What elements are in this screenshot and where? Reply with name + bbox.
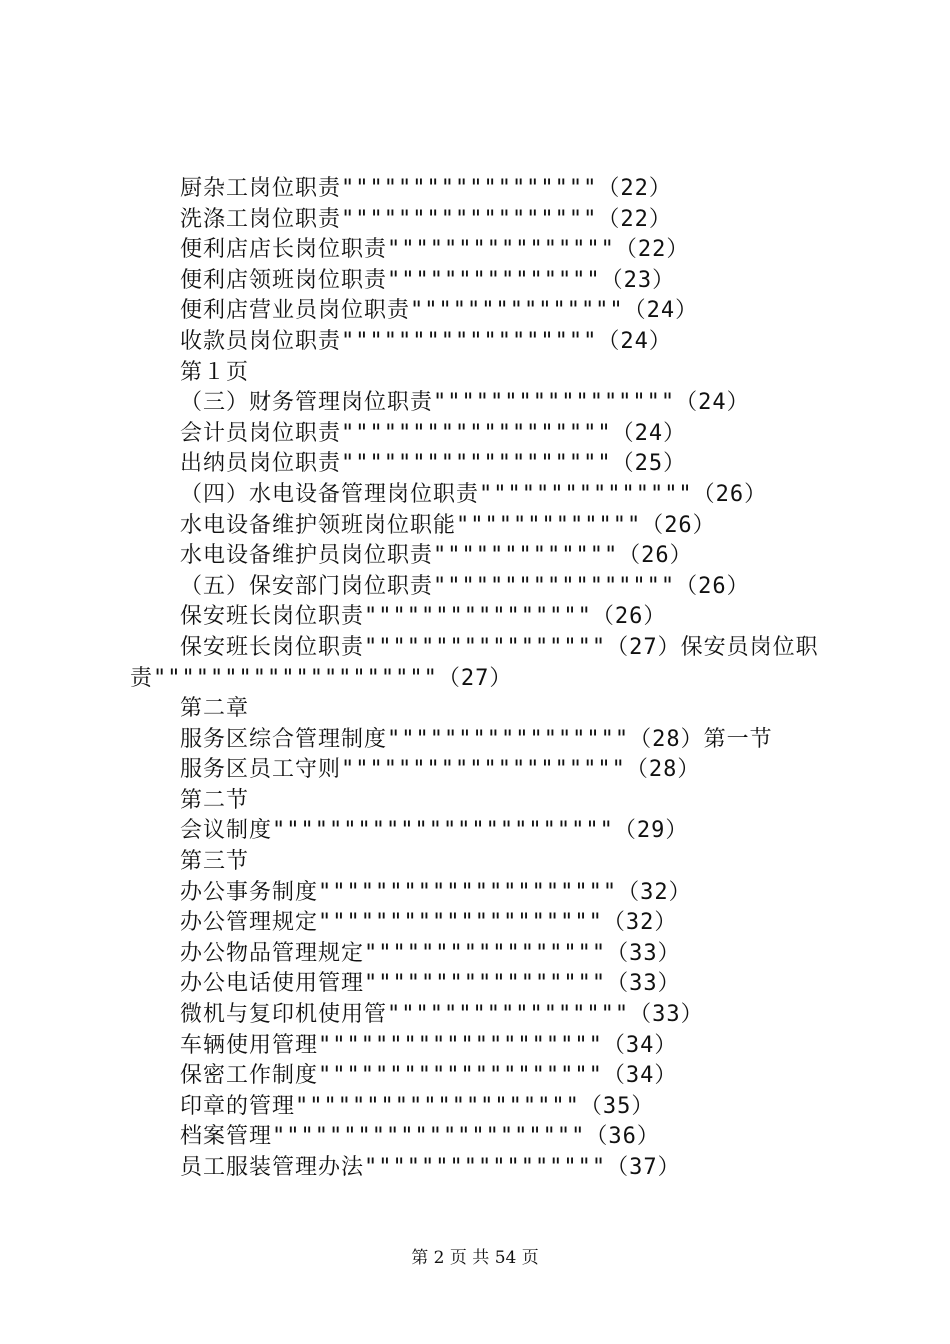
- toc-line: 便利店店长岗位职责""""""""""""""""（22）: [180, 237, 690, 263]
- toc-line: 印章的管理""""""""""""""""""""（35）: [180, 1093, 655, 1119]
- toc-line: 责""""""""""""""""""""（27）: [130, 665, 513, 691]
- toc-line: 保安班长岗位职责"""""""""""""""""（27）保安员岗位职: [180, 634, 819, 660]
- toc-line: 保密工作制度""""""""""""""""""""（34）: [180, 1063, 678, 1089]
- toc-line: 第二章: [180, 696, 250, 722]
- toc-line: 收款员岗位职责""""""""""""""""""（24）: [180, 328, 672, 354]
- toc-line: 会计员岗位职责"""""""""""""""""""（24）: [180, 420, 687, 446]
- toc-line: 办公电话使用管理"""""""""""""""""（33）: [180, 971, 681, 997]
- toc-line: （三）财务管理岗位职责"""""""""""""""""（24）: [180, 390, 750, 416]
- toc-line: 档案管理""""""""""""""""""""""（36）: [180, 1124, 660, 1150]
- toc-line: 出纳员岗位职责"""""""""""""""""""（25）: [180, 451, 687, 477]
- toc-line: 便利店营业员岗位职责"""""""""""""""（24）: [180, 298, 699, 324]
- toc-line: 办公物品管理规定"""""""""""""""""（33）: [180, 940, 681, 966]
- toc-line: 微机与复印机使用管"""""""""""""""""（33）: [180, 1002, 704, 1028]
- toc-line: 洗涤工岗位职责""""""""""""""""""（22）: [180, 206, 672, 232]
- toc-line: 车辆使用管理""""""""""""""""""""（34）: [180, 1032, 678, 1058]
- toc-line: 第三节: [180, 849, 250, 875]
- toc-line: 服务区员工守则""""""""""""""""""""（28）: [180, 757, 701, 783]
- toc-line: 办公管理规定""""""""""""""""""""（32）: [180, 910, 678, 936]
- toc-line: 保安班长岗位职责""""""""""""""""（26）: [180, 604, 667, 630]
- toc-line: 水电设备维护领班岗位职能"""""""""""""（26）: [180, 512, 716, 538]
- toc-line: 第１页: [180, 359, 250, 385]
- toc-line: 水电设备维护员岗位职责"""""""""""""（26）: [180, 543, 693, 569]
- toc-line: （五）保安部门岗位职责"""""""""""""""""（26）: [180, 573, 750, 599]
- toc-line: 员工服装管理办法"""""""""""""""""（37）: [180, 1155, 681, 1180]
- toc-line: 会议制度""""""""""""""""""""""""（29）: [180, 818, 689, 844]
- toc-line: 便利店领班岗位职责"""""""""""""""（23）: [180, 267, 676, 293]
- toc-line: 服务区综合管理制度"""""""""""""""""（28）第一节: [180, 726, 773, 752]
- page-footer: 第 2 页 共 54 页: [411, 1248, 539, 1268]
- toc-line: （四）水电设备管理岗位职责"""""""""""""""（26）: [180, 481, 768, 507]
- toc-line: 第二节: [180, 787, 250, 813]
- table-of-contents: [130, 174, 840, 1184]
- toc-line: 办公事务制度"""""""""""""""""""""（32）: [180, 879, 692, 905]
- toc-line: 厨杂工岗位职责""""""""""""""""""（22）: [180, 176, 672, 201]
